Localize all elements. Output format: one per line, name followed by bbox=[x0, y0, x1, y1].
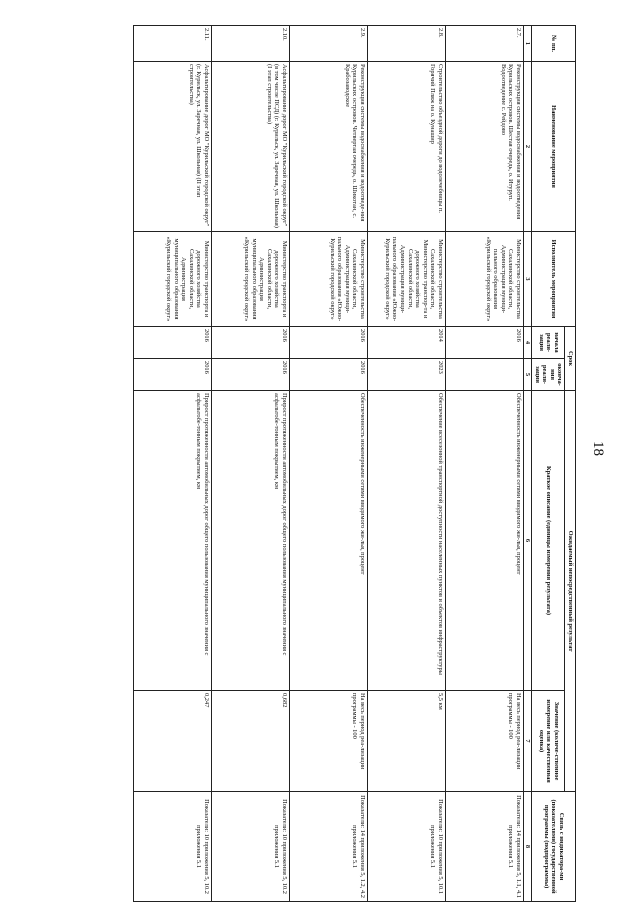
col-number: 4 bbox=[523, 327, 532, 359]
table-row bbox=[445, 26, 523, 902]
table-row bbox=[367, 26, 445, 902]
cell-end bbox=[445, 359, 523, 391]
cell-name: Строительство объездной дороги до водолечебницы п. Горячий Пляж на о. Кунашир bbox=[367, 62, 445, 232]
page-number: 18 bbox=[590, 441, 606, 456]
cell-no: 2.7. bbox=[445, 26, 523, 62]
cell-desc: Обеспеченность инженерными сетями вводимого жи-лья, процент bbox=[445, 391, 523, 691]
header-start: начала реали-зации bbox=[532, 327, 565, 359]
cell-value: На весь период реа-лизации программы - 100 bbox=[445, 691, 523, 792]
cell-start: 2016 bbox=[211, 327, 289, 359]
cell-value: 0,682 bbox=[211, 691, 289, 792]
cell-value: На весь период реа-лизации программы - 100 bbox=[289, 691, 367, 792]
header-no: № пп. bbox=[532, 26, 576, 62]
cell-start: 2016 bbox=[133, 327, 211, 359]
col-number: 2 bbox=[523, 62, 532, 232]
col-number: 1 bbox=[523, 26, 532, 62]
cell-executor: Министерство транспорта и дорожного хозяйства Сахалинской области, Администрация муниципального образования «Курильский городской округ» bbox=[133, 232, 211, 327]
cell-no: 2.9. bbox=[289, 26, 367, 62]
cell-end: 2016 bbox=[133, 359, 211, 391]
table-row bbox=[289, 26, 367, 902]
cell-no: 2.8. bbox=[367, 26, 445, 62]
cell-no: 2.10. bbox=[211, 26, 289, 62]
cell-link: Показатели: 10 приложения 5, 10.2 приложения 5.1 bbox=[133, 792, 211, 902]
col-number: 7 bbox=[523, 691, 532, 792]
col-number: 6 bbox=[523, 391, 532, 691]
cell-end: 2016 bbox=[289, 359, 367, 391]
cell-name: Реконструкция системы водоснабжения и водоотведения Курильских островов. Шестая очередь, о. Итуруп. Водоотведение с. Рейдово bbox=[445, 62, 523, 232]
col-number: 5 bbox=[523, 359, 532, 391]
cell-no: 2.11. bbox=[133, 26, 211, 62]
cell-start: 2016 bbox=[289, 327, 367, 359]
cell-link: Показатели: 10 приложения 5, 10.2 приложения 5.1 bbox=[211, 792, 289, 902]
activities-table bbox=[133, 25, 576, 902]
cell-start: 2016 bbox=[445, 327, 523, 359]
cell-executor: Министерство строительства Сахалинской области, Администрация муници-пального образования «Курильский городской округ» bbox=[445, 232, 523, 327]
header-link: Связь с индикатора-ми (показателями) государственной программы (подпрограммы) bbox=[532, 792, 576, 902]
cell-executor: Министерство строительства Сахалинской области, Администрация муници-пального образования «Южно-Курильский городской округ» bbox=[289, 232, 367, 327]
cell-executor: Министерство транспорта и дорожного хозяйства Сахалинской области, Администрация муниципального образования «Курильский городской округ» bbox=[211, 232, 289, 327]
header-end: оконча-ния реали-зации bbox=[532, 359, 565, 391]
cell-end: 2016 bbox=[211, 359, 289, 391]
cell-desc: Прирост протяженности автомобильных дорог общего пользования муниципального значения с асфальтобе-тонным покрытием, км bbox=[211, 391, 289, 691]
cell-desc: Обеспечение всесезонной транспортной доступности населенных пунктов и объектов инфраструктуры bbox=[367, 391, 445, 691]
cell-link: Показатели: 10 приложения 5, 10.1 приложения 5.1 bbox=[367, 792, 445, 902]
cell-name: Асфальтирование дорог МО "Курильский городской округ" (г. Курильск, ул. Заречная, ул. Школьная) (II этап строительства) bbox=[133, 62, 211, 232]
cell-desc: Прирост протяженности автомобильных дорог общего пользования муниципального значения с асфальтобе-тонным покрытием, км bbox=[133, 391, 211, 691]
header-value: Значение (количе-ственное измерение или качественная оценка) bbox=[532, 691, 565, 792]
cell-name: Реконструкция системы водоснабжения и водоотведе-ния Курильских островов. Четвертая очередь, о. Шикотан, с. Крабозаводское bbox=[289, 62, 367, 232]
cell-desc: Обеспеченность инженерными сетями вводимого жи-лья, процент bbox=[289, 391, 367, 691]
header-desc: Краткое описание (единицы измерения результата) bbox=[532, 391, 565, 691]
header-executor: Исполнитель мероприятия bbox=[532, 232, 576, 327]
cell-value: 0,247 bbox=[133, 691, 211, 792]
table-row bbox=[211, 26, 289, 902]
cell-link: Показатели: 14 приложения 5, 1.1, 4.1 приложения 5.1 bbox=[445, 792, 523, 902]
cell-executor: Министерство строительства Сахалинской области, Министерство транспор-та и дорожного хозяйства Сахалинской области, Администрация муници-пального образования «Южно-Курильский городской округ» bbox=[367, 232, 445, 327]
col-number: 3 bbox=[523, 232, 532, 327]
cell-name: Асфальтирование дорог МО "Курильский городской округ" (в том числе ПСД) (г. Курильск, ул. Заречная, ул. Школьная) (I этап строительства) bbox=[211, 62, 289, 232]
cell-link: Показатели: 14 приложения 5, 1.2, 4.2 приложения 5.1 bbox=[289, 792, 367, 902]
header-result: Ожидаемый непосредственный результат bbox=[565, 391, 576, 792]
col-number: 8 bbox=[523, 792, 532, 902]
cell-end: 2023 bbox=[367, 359, 445, 391]
table-row bbox=[133, 26, 211, 902]
cell-start: 2014 bbox=[367, 327, 445, 359]
header-name: Наименование мероприятия bbox=[532, 62, 576, 232]
header-term: Срок bbox=[565, 327, 576, 391]
cell-value: 5,5 км bbox=[367, 691, 445, 792]
rotated-table-wrapper bbox=[50, 25, 576, 901]
